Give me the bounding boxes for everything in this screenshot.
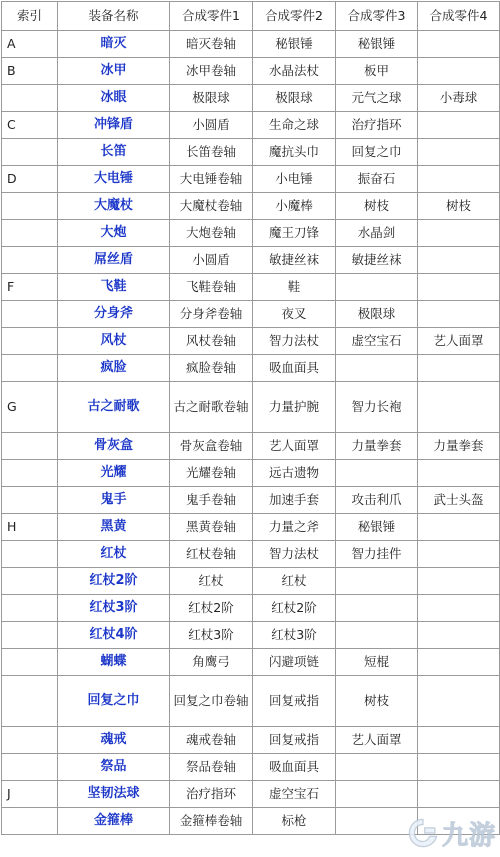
index-cell xyxy=(2,193,58,220)
part-3-cell: 振奋石 xyxy=(336,166,418,193)
watermark-text: 九游 xyxy=(441,820,496,851)
part-2-cell: 虚空宝石 xyxy=(253,781,336,808)
table-row xyxy=(2,301,500,328)
part-4-cell xyxy=(418,649,500,676)
part-4-cell xyxy=(418,676,500,727)
index-cell xyxy=(2,541,58,568)
part-3-cell xyxy=(336,754,418,781)
part-3-cell xyxy=(336,595,418,622)
item-name-cell: 大炮 xyxy=(58,220,170,247)
part-4-cell: 艺人面罩 xyxy=(418,328,500,355)
item-name-cell: 屌丝盾 xyxy=(58,247,170,274)
part-2-cell: 水晶法杖 xyxy=(253,58,336,85)
table-row xyxy=(2,622,500,649)
part-1-cell: 红杖2阶 xyxy=(170,595,253,622)
part-4-cell xyxy=(418,301,500,328)
part-1-cell: 鬼手卷轴 xyxy=(170,487,253,514)
index-cell xyxy=(2,460,58,487)
part-3-cell: 力量拳套 xyxy=(336,433,418,460)
part-1-cell: 金箍棒卷轴 xyxy=(170,808,253,835)
index-cell xyxy=(2,568,58,595)
part-2-cell: 夜叉 xyxy=(253,301,336,328)
table-row xyxy=(2,112,500,139)
part-1-cell: 红杖3阶 xyxy=(170,622,253,649)
part-3-cell xyxy=(336,274,418,301)
part-3-cell xyxy=(336,568,418,595)
item-name-cell: 蝴蝶 xyxy=(58,649,170,676)
table-row xyxy=(2,781,500,808)
part-2-cell: 吸血面具 xyxy=(253,754,336,781)
item-name-cell: 大电锤 xyxy=(58,166,170,193)
table-row xyxy=(2,58,500,85)
index-cell xyxy=(2,622,58,649)
part-2-cell: 红杖 xyxy=(253,568,336,595)
part-3-cell: 攻击利爪 xyxy=(336,487,418,514)
part-3-cell: 短棍 xyxy=(336,649,418,676)
index-cell: A xyxy=(2,31,58,58)
part-3-cell: 艺人面罩 xyxy=(336,727,418,754)
table-row xyxy=(2,676,500,727)
part-2-cell: 吸血面具 xyxy=(253,355,336,382)
part-2-cell: 魔王刀锋 xyxy=(253,220,336,247)
index-cell: B xyxy=(2,58,58,85)
part-2-cell: 标枪 xyxy=(253,808,336,835)
part-4-cell xyxy=(418,541,500,568)
item-name-cell: 暗灭 xyxy=(58,31,170,58)
part-1-cell: 大魔杖卷轴 xyxy=(170,193,253,220)
part-4-cell xyxy=(418,595,500,622)
index-cell: C xyxy=(2,112,58,139)
part-2-cell: 敏捷丝袜 xyxy=(253,247,336,274)
part-2-cell: 小魔棒 xyxy=(253,193,336,220)
table-row xyxy=(2,433,500,460)
item-name-cell: 金箍棒 xyxy=(58,808,170,835)
part-2-cell: 秘银锤 xyxy=(253,31,336,58)
part-1-cell: 疯脸卷轴 xyxy=(170,355,253,382)
part-3-cell: 治疗指环 xyxy=(336,112,418,139)
table-row xyxy=(2,139,500,166)
part-4-cell xyxy=(418,139,500,166)
table-row xyxy=(2,649,500,676)
part-4-cell xyxy=(418,247,500,274)
part-1-cell: 祭品卷轴 xyxy=(170,754,253,781)
part-2-cell: 力量之斧 xyxy=(253,514,336,541)
part-3-cell xyxy=(336,781,418,808)
part-4-cell xyxy=(418,58,500,85)
part-1-cell: 古之耐歌卷轴 xyxy=(170,382,253,433)
table-row xyxy=(2,514,500,541)
item-name-cell: 鬼手 xyxy=(58,487,170,514)
part-1-cell: 极限球 xyxy=(170,85,253,112)
part-2-cell: 鞋 xyxy=(253,274,336,301)
item-name-cell: 光耀 xyxy=(58,460,170,487)
part-3-cell: 回复之巾 xyxy=(336,139,418,166)
part-2-cell: 小电锤 xyxy=(253,166,336,193)
part-1-cell: 光耀卷轴 xyxy=(170,460,253,487)
item-name-cell: 古之耐歌 xyxy=(58,382,170,433)
index-cell xyxy=(2,754,58,781)
item-name-cell: 红杖3阶 xyxy=(58,595,170,622)
part-3-cell: 智力长袍 xyxy=(336,382,418,433)
table-row xyxy=(2,247,500,274)
part-2-cell: 红杖3阶 xyxy=(253,622,336,649)
index-cell xyxy=(2,595,58,622)
part-3-cell: 虚空宝石 xyxy=(336,328,418,355)
table-row xyxy=(2,568,500,595)
header-part-2: 合成零件2 xyxy=(253,2,336,31)
part-2-cell: 艺人面罩 xyxy=(253,433,336,460)
part-1-cell: 红杖卷轴 xyxy=(170,541,253,568)
table-row xyxy=(2,85,500,112)
part-3-cell: 秘银锤 xyxy=(336,514,418,541)
part-3-cell: 极限球 xyxy=(336,301,418,328)
index-cell xyxy=(2,676,58,727)
index-cell xyxy=(2,355,58,382)
index-cell xyxy=(2,328,58,355)
index-cell: G xyxy=(2,382,58,433)
item-name-cell: 疯脸 xyxy=(58,355,170,382)
jiuyou-logo-icon xyxy=(406,816,440,850)
part-3-cell: 树枝 xyxy=(336,193,418,220)
item-name-cell: 魂戒 xyxy=(58,727,170,754)
table-row xyxy=(2,274,500,301)
item-name-cell: 冲锋盾 xyxy=(58,112,170,139)
header-part-1: 合成零件1 xyxy=(170,2,253,31)
part-1-cell: 分身斧卷轴 xyxy=(170,301,253,328)
index-cell: F xyxy=(2,274,58,301)
part-4-cell xyxy=(418,31,500,58)
item-name-cell: 冰甲 xyxy=(58,58,170,85)
part-4-cell: 树枝 xyxy=(418,193,500,220)
header-part-3: 合成零件3 xyxy=(336,2,418,31)
part-3-cell xyxy=(336,622,418,649)
index-cell: D xyxy=(2,166,58,193)
part-1-cell: 回复之巾卷轴 xyxy=(170,676,253,727)
part-3-cell xyxy=(336,460,418,487)
part-2-cell: 极限球 xyxy=(253,85,336,112)
table-row xyxy=(2,355,500,382)
table-row xyxy=(2,754,500,781)
table-row xyxy=(2,541,500,568)
part-1-cell: 暗灭卷轴 xyxy=(170,31,253,58)
index-cell xyxy=(2,433,58,460)
item-name-cell: 长笛 xyxy=(58,139,170,166)
part-4-cell: 武士头盔 xyxy=(418,487,500,514)
part-2-cell: 智力法杖 xyxy=(253,541,336,568)
part-4-cell xyxy=(418,220,500,247)
item-name-cell: 风杖 xyxy=(58,328,170,355)
equipment-recipe-table xyxy=(1,1,500,835)
table-row xyxy=(2,193,500,220)
item-name-cell: 黑黄 xyxy=(58,514,170,541)
index-cell: H xyxy=(2,514,58,541)
table-row xyxy=(2,328,500,355)
part-2-cell: 魔抗头巾 xyxy=(253,139,336,166)
part-1-cell: 治疗指环 xyxy=(170,781,253,808)
part-4-cell xyxy=(418,274,500,301)
item-name-cell: 分身斧 xyxy=(58,301,170,328)
index-cell xyxy=(2,85,58,112)
part-1-cell: 小圆盾 xyxy=(170,112,253,139)
part-3-cell: 水晶剑 xyxy=(336,220,418,247)
table-row xyxy=(2,220,500,247)
part-1-cell: 骨灰盒卷轴 xyxy=(170,433,253,460)
part-1-cell: 小圆盾 xyxy=(170,247,253,274)
header-part-4: 合成零件4 xyxy=(418,2,500,31)
part-3-cell: 树枝 xyxy=(336,676,418,727)
part-4-cell xyxy=(418,166,500,193)
part-3-cell: 智力挂件 xyxy=(336,541,418,568)
part-3-cell: 敏捷丝袜 xyxy=(336,247,418,274)
part-4-cell xyxy=(418,568,500,595)
part-3-cell: 板甲 xyxy=(336,58,418,85)
item-name-cell: 坚韧法球 xyxy=(58,781,170,808)
part-2-cell: 加速手套 xyxy=(253,487,336,514)
part-2-cell: 回复戒指 xyxy=(253,727,336,754)
item-name-cell: 红杖4阶 xyxy=(58,622,170,649)
part-2-cell: 远古遗物 xyxy=(253,460,336,487)
index-cell xyxy=(2,301,58,328)
item-name-cell: 红杖 xyxy=(58,541,170,568)
table-row xyxy=(2,31,500,58)
part-4-cell: 力量拳套 xyxy=(418,433,500,460)
part-1-cell: 风杖卷轴 xyxy=(170,328,253,355)
item-name-cell: 回复之巾 xyxy=(58,676,170,727)
item-name-cell: 骨灰盒 xyxy=(58,433,170,460)
part-1-cell: 大炮卷轴 xyxy=(170,220,253,247)
part-1-cell: 长笛卷轴 xyxy=(170,139,253,166)
part-2-cell: 红杖2阶 xyxy=(253,595,336,622)
item-name-cell: 冰眼 xyxy=(58,85,170,112)
part-4-cell xyxy=(418,727,500,754)
index-cell xyxy=(2,649,58,676)
part-1-cell: 魂戒卷轴 xyxy=(170,727,253,754)
part-2-cell: 智力法杖 xyxy=(253,328,336,355)
part-2-cell: 生命之球 xyxy=(253,112,336,139)
item-name-cell: 大魔杖 xyxy=(58,193,170,220)
watermark xyxy=(384,813,496,853)
part-4-cell xyxy=(418,460,500,487)
item-name-cell: 飞鞋 xyxy=(58,274,170,301)
header-item-name: 装备名称 xyxy=(58,2,170,31)
part-1-cell: 冰甲卷轴 xyxy=(170,58,253,85)
header-index: 索引 xyxy=(2,2,58,31)
table-row xyxy=(2,727,500,754)
part-3-cell: 元气之球 xyxy=(336,85,418,112)
part-2-cell: 力量护腕 xyxy=(253,382,336,433)
part-3-cell xyxy=(336,355,418,382)
part-1-cell: 飞鞋卷轴 xyxy=(170,274,253,301)
table-row xyxy=(2,487,500,514)
index-cell xyxy=(2,247,58,274)
index-cell xyxy=(2,487,58,514)
part-4-cell: 小毒球 xyxy=(418,85,500,112)
part-4-cell xyxy=(418,112,500,139)
index-cell xyxy=(2,139,58,166)
index-cell xyxy=(2,808,58,835)
part-1-cell: 红杖 xyxy=(170,568,253,595)
part-4-cell xyxy=(418,382,500,433)
table-row xyxy=(2,460,500,487)
index-cell xyxy=(2,220,58,247)
item-name-cell: 祭品 xyxy=(58,754,170,781)
part-1-cell: 黑黄卷轴 xyxy=(170,514,253,541)
table-row xyxy=(2,595,500,622)
table-body xyxy=(2,31,500,835)
table-header-row xyxy=(2,2,500,31)
table-row xyxy=(2,382,500,433)
part-3-cell: 秘银锤 xyxy=(336,31,418,58)
part-1-cell: 大电锤卷轴 xyxy=(170,166,253,193)
part-4-cell xyxy=(418,754,500,781)
table-row xyxy=(2,166,500,193)
part-4-cell xyxy=(418,514,500,541)
part-2-cell: 闪避项链 xyxy=(253,649,336,676)
index-cell xyxy=(2,727,58,754)
item-name-cell: 红杖2阶 xyxy=(58,568,170,595)
part-4-cell xyxy=(418,355,500,382)
part-1-cell: 角鹰弓 xyxy=(170,649,253,676)
index-cell: J xyxy=(2,781,58,808)
part-2-cell: 回复戒指 xyxy=(253,676,336,727)
part-4-cell xyxy=(418,622,500,649)
part-4-cell xyxy=(418,781,500,808)
